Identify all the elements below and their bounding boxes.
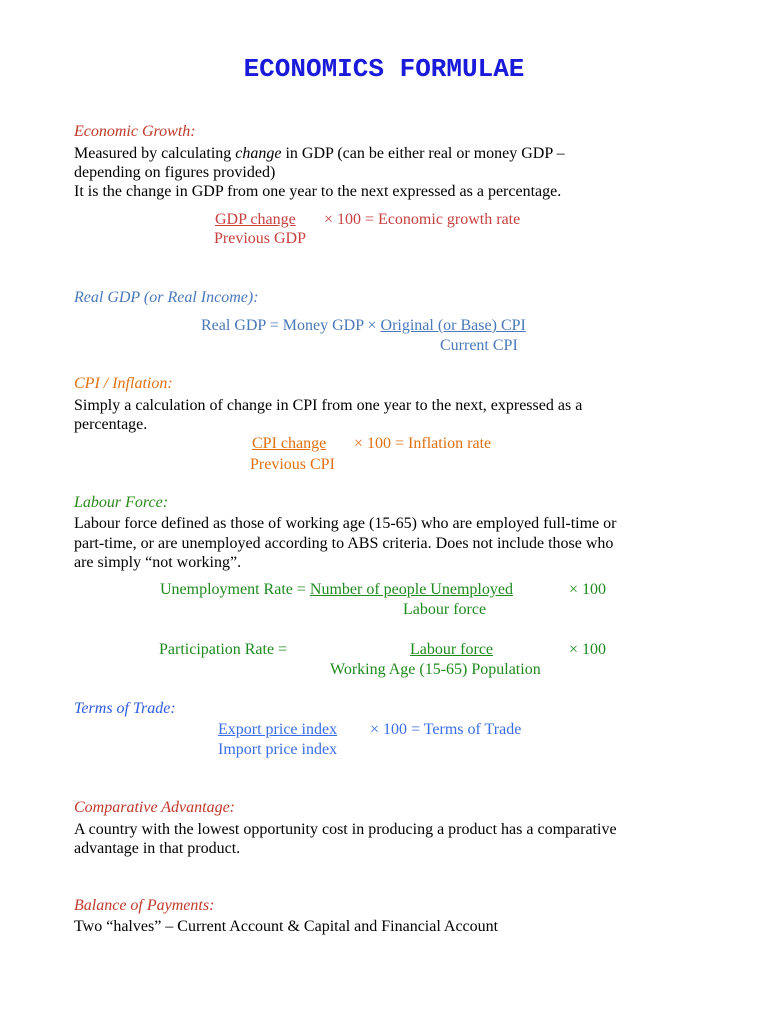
- participation-numerator: Labour force: [409, 641, 494, 658]
- participation-lhs: Participation Rate =: [159, 641, 288, 658]
- cpi-formula-numerator: CPI change: [252, 435, 327, 452]
- real-gdp-lhs: Real GDP = Money GDP ×: [201, 317, 381, 334]
- economic-growth-line-3: It is the change in GDP from one year to the next expressed as a percentage.: [74, 183, 562, 200]
- comparative-advantage-line-1: A country with the lowest opportunity cost in producing a product has a comparative: [74, 821, 617, 838]
- economic-growth-heading: Economic Growth:: [74, 123, 196, 140]
- real-gdp-denominator: Current CPI: [440, 337, 518, 354]
- cpi-heading: CPI / Inflation:: [74, 375, 173, 392]
- page-title: ECONOMICS FORMULAE: [243, 54, 525, 84]
- growth-formula-numerator: GDP change: [215, 211, 296, 228]
- economic-growth-line-1: [74, 144, 565, 164]
- unemployment-numerator: Number of people Unemployed: [309, 581, 513, 598]
- cpi-line-1: Simply a calculation of change in CPI from one year to the next, expressed as a: [74, 397, 583, 414]
- cpi-line-2: percentage.: [74, 416, 148, 433]
- labour-force-line-2: part-time, or are unemployed according to ABS criteria. Does not include those who: [74, 535, 614, 552]
- economic-growth-line-1-post: in GDP (can be either real or money GDP –: [281, 145, 565, 162]
- participation-denominator: Working Age (15-65) Population: [330, 661, 541, 678]
- participation-times: × 100: [569, 641, 607, 658]
- balance-of-payments-line-1: Two “halves” – Current Account & Capital and Financial Account: [74, 918, 499, 935]
- economic-growth-line-1-emphasis: change: [235, 145, 282, 162]
- growth-formula-result: × 100 = Economic growth rate: [324, 211, 521, 228]
- tot-formula-numerator: Export price index: [218, 721, 338, 738]
- balance-of-payments-heading: Balance of Payments:: [74, 897, 215, 914]
- comparative-advantage-heading: Comparative Advantage:: [74, 799, 236, 816]
- growth-formula-denominator: Previous GDP: [214, 230, 307, 247]
- unemployment-denominator: Labour force: [403, 601, 487, 618]
- real-gdp-formula: [201, 317, 526, 335]
- labour-force-line-1: Labour force defined as those of working age (15-65) who are employed full-time or: [74, 515, 617, 532]
- economic-growth-line-2: depending on figures provided): [74, 164, 276, 181]
- economic-growth-line-1-pre: Measured by calculating: [74, 145, 236, 162]
- unemployment-formula: [160, 581, 513, 599]
- unemployment-times: × 100: [569, 581, 607, 598]
- labour-force-heading: Labour Force:: [74, 494, 169, 511]
- tot-formula-denominator: Import price index: [218, 741, 338, 758]
- tot-formula-result: × 100 = Terms of Trade: [370, 721, 522, 738]
- real-gdp-heading: Real GDP (or Real Income):: [74, 289, 259, 306]
- unemployment-lhs: Unemployment Rate =: [160, 581, 310, 598]
- cpi-formula-result: × 100 = Inflation rate: [354, 435, 492, 452]
- cpi-formula-denominator: Previous CPI: [250, 456, 335, 473]
- comparative-advantage-line-2: advantage in that product.: [74, 840, 241, 857]
- labour-force-line-3: are simply “not working”.: [74, 554, 242, 571]
- terms-of-trade-heading: Terms of Trade:: [74, 700, 176, 717]
- real-gdp-numerator: Original (or Base) CPI: [380, 317, 526, 334]
